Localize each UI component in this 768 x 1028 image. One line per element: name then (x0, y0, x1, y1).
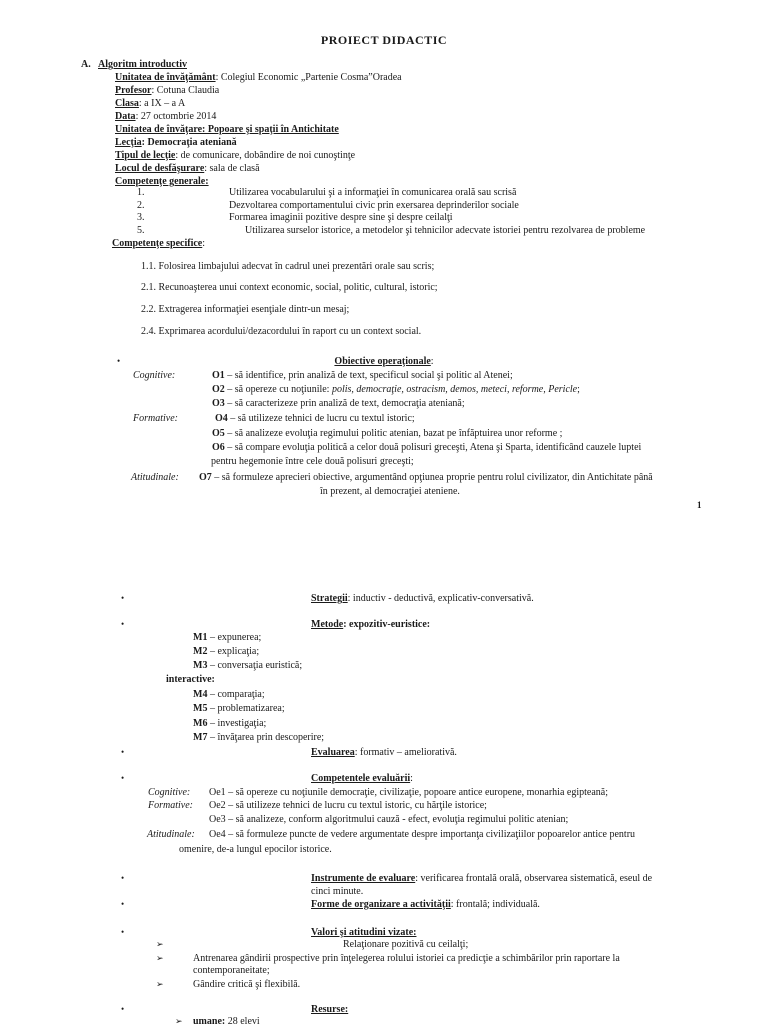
objective-o7-cont: în prezent, al democraţiei ateniene. (320, 486, 460, 497)
general-competences-label: Competenţe generale: (115, 176, 209, 187)
objective-o5: O5 – să analizeze evoluţia regimului politic atenian, bazat pe înfăptuirea unor reforme ; (212, 428, 563, 439)
page-number: 1 (697, 500, 702, 510)
section-a-title: Algoritm introductiv (98, 59, 187, 70)
arrow-bullet-icon: ➢ (156, 979, 164, 989)
field-location: Locul de desfăşurare: sala de clasă (115, 163, 260, 174)
eval-objective-oe1: Oe1 – să opereze cu noţiunile democraţie, civilizaţie, popoare antice europene, monarhia egipteană; (209, 787, 608, 798)
evaluation-competences-heading: Competentele evaluării: (311, 773, 413, 784)
instruments-line-cont: cinci minute. (311, 886, 364, 897)
evaluation-line: Evaluarea: formativ – ameliorativă. (311, 747, 457, 758)
bullet-icon: • (121, 873, 125, 883)
field-lesson: Lecţia: Democraţia ateniană (115, 137, 237, 148)
objective-o2: O2 – să opereze cu noţiunile: polis, democraţie, ostracism, demos, meteci, reforme, Pericle; (212, 384, 580, 395)
general-competence-text: Utilizarea vocabularului şi a informaţiei în comunicarea orală sau scrisă (229, 187, 517, 198)
field-lesson-type: Tipul de lecţie: de comunicare, dobândire de noi cunoştinţe (115, 150, 356, 161)
method-m7: M7 – învăţarea prin descoperire; (193, 732, 325, 743)
bullet-icon: • (121, 619, 125, 629)
objective-o6: O6 – să compare evoluţia politică a celor două polisuri greceşti, Atena şi Sparta, identificând cauzele luptei (212, 442, 642, 453)
forms-line: Forme de organizare a activităţii: frontală; individuală. (311, 899, 540, 910)
specific-competence: 2.2. Extragerea informaţiei esenţiale dintr-un mesaj; (141, 304, 350, 315)
eval-objective-oe3: Oe3 – să analizeze, conform algoritmului cauză - efect, evoluţia regimului politic atenian; (209, 814, 569, 825)
bullet-icon: • (121, 747, 125, 757)
category-cognitive: Cognitive: (148, 787, 191, 798)
objective-o1: O1 – să identifice, prin analiză de text, specificul social şi politic al Atenei; (212, 370, 513, 381)
category-attitudinal: Atitudinale: (147, 829, 195, 840)
category-attitudinal: Atitudinale: (131, 472, 179, 483)
bullet-icon: • (121, 899, 125, 909)
general-competence-text: Utilizarea surselor istorice, a metodelor şi tehnicilor adecvate istoriei pentru rezolvarea de probleme (245, 225, 646, 236)
objective-o7: O7 – să formuleze aprecieri obiective, argumentând opţiunea proprie pentru rolul civilizator, din Antichitate până (199, 472, 653, 483)
specific-competence: 1.1. Folosirea limbajului adecvat în cadrul unei prezentări orale sau scris; (141, 261, 435, 272)
category-cognitive: Cognitive: (133, 370, 176, 381)
method-m2: M2 – explicaţia; (193, 646, 260, 657)
strategy-line: Strategii: inductiv - deductivă, explicativ-conversativă. (311, 593, 534, 604)
value-item: Antrenarea gândirii prospective prin înţelegerea rolului istoriei ca predicţie a schimbărilor prin raportare la (193, 953, 620, 964)
value-item: Relaţionare pozitivă cu ceilalţi; (343, 939, 469, 950)
document-title: PROIECT DIDACTIC (320, 33, 448, 47)
arrow-bullet-icon: ➢ (175, 1016, 183, 1026)
field-teacher: Profesor: Cotuna Claudia (115, 85, 220, 96)
bullet-icon: • (121, 773, 125, 783)
field-date: Data: 27 octombrie 2014 (115, 111, 217, 122)
instruments-line: Instrumente de evaluare: verificarea frontală orală, observarea sistematică, eseul de (311, 873, 653, 884)
specific-competence: 2.1. Recunoaşterea unui context economic, social, politic, cultural, istoric; (141, 282, 438, 293)
resources-heading: Resurse: (311, 1004, 349, 1015)
general-competence-text: Formarea imaginii pozitive despre sine şi despre ceilalţi (229, 212, 453, 223)
value-item-cont: contemporaneitate; (193, 965, 270, 976)
objective-o4: O4 – să utilizeze tehnici de lucru cu textul istoric; (215, 413, 415, 424)
bullet-icon: • (117, 356, 121, 366)
objectives-heading: Obiective operaţionale: (334, 356, 434, 367)
eval-objective-oe4-cont: omenire, de-a lungul epocilor istorice. (179, 844, 332, 855)
category-formative: Formative: (133, 413, 178, 424)
method-m5: M5 – problematizarea; (193, 703, 285, 714)
bullet-icon: • (121, 1004, 125, 1014)
general-competence-text: Dezvoltarea comportamentului civic prin exersarea deprinderilor sociale (229, 200, 519, 211)
field-class: Clasa: a IX – a A (115, 98, 186, 109)
interactive-label: interactive: (166, 674, 215, 685)
objective-o6-cont: pentru hegemonie între cele două polisuri greceşti; (211, 456, 414, 467)
bullet-icon: • (121, 927, 125, 937)
method-m4: M4 – comparaţia; (193, 689, 265, 700)
arrow-bullet-icon: ➢ (156, 953, 164, 963)
value-item: Gândire critică şi flexibilă. (193, 979, 301, 990)
objective-o3: O3 – să caracterizeze prin analiză de text, democraţia ateniană; (212, 398, 465, 409)
category-formative: Formative: (148, 800, 193, 811)
resource-human: umane: 28 elevi (193, 1016, 260, 1027)
general-competence-num: 1. (137, 187, 145, 198)
field-learning-unit: Unitatea de învăţare: Popoare şi spaţii în Antichitate (115, 124, 339, 135)
specific-competence: 2.4. Exprimarea acordului/dezacordului în raport cu un context social. (141, 326, 422, 337)
method-m3: M3 – conversaţia euristică; (193, 660, 303, 671)
specific-competences-heading: Competenţe specifice: (112, 238, 206, 249)
eval-objective-oe2: Oe2 – să utilizeze tehnici de lucru cu textul istoric, cu hărţile istorice; (209, 800, 487, 811)
general-competence-num: 5. (137, 225, 145, 236)
eval-objective-oe4: Oe4 – să formuleze puncte de vedere argumentate despre importanţa civilizaţiilor popoarelor antice pentru (209, 829, 636, 840)
field-school: Unitatea de învăţământ: Colegiul Economic „Partenie Cosma”Oradea (115, 72, 402, 83)
section-a-letter: A. (81, 59, 91, 70)
values-heading: Valori şi atitudini vizate: (311, 927, 417, 938)
bullet-icon: • (121, 593, 125, 603)
arrow-bullet-icon: ➢ (156, 939, 164, 949)
method-m6: M6 – investigaţia; (193, 718, 267, 729)
general-competence-num: 3. (137, 212, 145, 223)
methods-heading: Metode: expozitiv-euristice: (311, 619, 431, 630)
method-m1: M1 – expunerea; (193, 632, 262, 643)
general-competence-num: 2. (137, 200, 145, 211)
